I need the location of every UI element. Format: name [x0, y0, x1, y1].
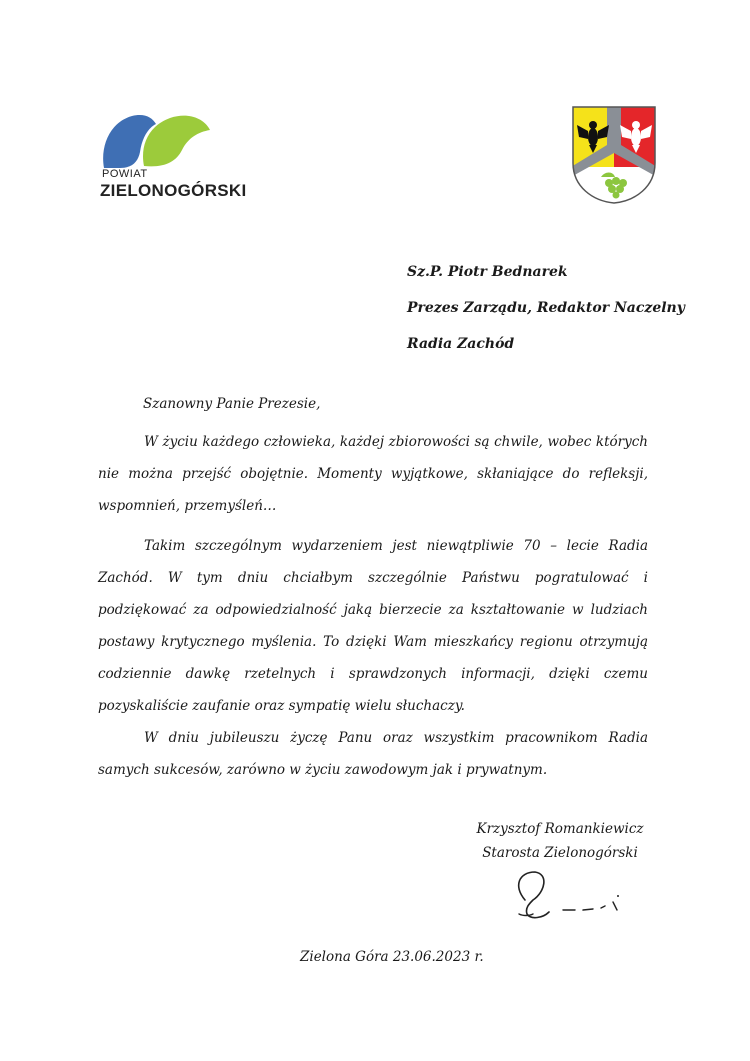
- signature-block: [470, 817, 650, 865]
- recipient-organization: Radia Zachód: [407, 336, 515, 352]
- letter-paragraph-1: W życiu każdego człowieka, każdej zbiorowości są chwile, wobec których nie można przejść obojętnie. Momenty wyjątkowe, skłaniające do refleksji, wspomnień, przemyśleń…: [98, 434, 648, 514]
- coat-of-arms-icon: [571, 105, 657, 205]
- letter-paragraph-3: W dniu jubileuszu życzę Panu oraz wszystkim pracownikom Radia samych sukcesów, zarówno w życiu zawodowym jak i prywatnym.: [98, 730, 648, 778]
- letter-paragraph-2: Takim szczególnym wydarzeniem jest niewątpliwie 70 – lecie Radia Zachód. W tym dniu chciałbym szczególnie Państwu pogratulować i podziękować za odpowiedzialność jaką bierzecie za kształtowanie w ludziach postawy krytycznego myślenia. To dzięki Wam mieszkańcy regionu otrzymują codziennie dawkę rzetelnych i sprawdzonych informacji, dzięki czemu pozyskaliście zaufanie oraz sympatię wielu słuchaczy.: [98, 538, 648, 714]
- recipient-position: Prezes Zarządu, Redaktor Naczelny: [407, 300, 685, 316]
- logo-text-powiat: POWIAT: [102, 168, 148, 180]
- recipient-block: [407, 262, 685, 370]
- handwritten-signature-icon: [505, 866, 635, 924]
- powiat-logo: [100, 108, 247, 200]
- recipient-name: Sz.P. Piotr Bednarek: [407, 264, 568, 280]
- signatory-title: Starosta Zielonogórski: [482, 845, 638, 861]
- salutation: Szanowny Panie Prezesie,: [143, 396, 321, 412]
- logo-emblem-icon: [100, 108, 240, 168]
- logo-text-zielonogorski: ZIELONOGÓRSKI: [100, 181, 247, 200]
- place-date: Zielona Góra 23.06.2023 r.: [300, 949, 484, 965]
- signatory-name: Krzysztof Romankiewicz: [476, 821, 644, 837]
